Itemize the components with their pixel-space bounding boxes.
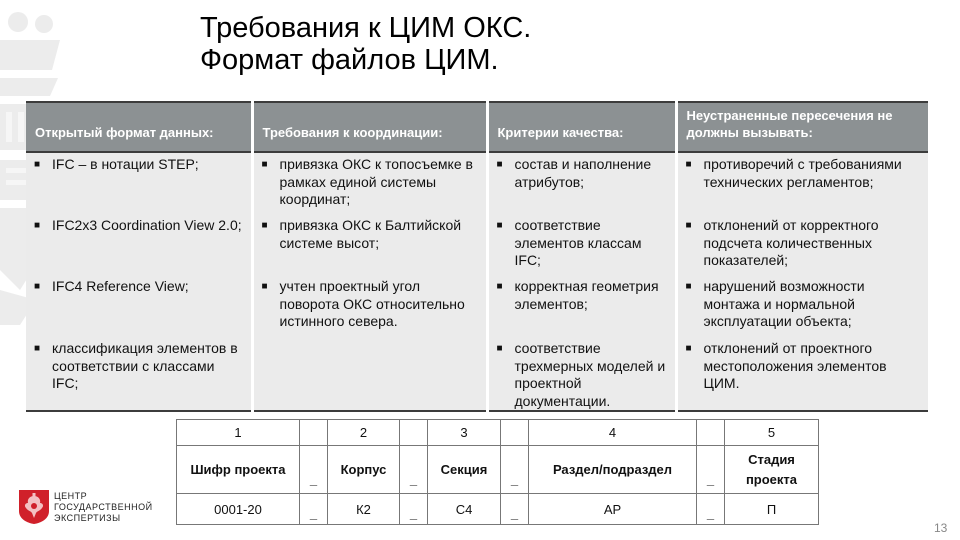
table-cell bbox=[26, 217, 252, 278]
cell-text: нарушений возможности монтажа и нормальной эксплуатации объекта; bbox=[703, 278, 865, 329]
bullet-icon: ■ bbox=[261, 220, 268, 231]
code-value-section: С4 bbox=[428, 494, 501, 525]
cell-text: IFC – в нотации STEP; bbox=[52, 156, 199, 172]
table-cell bbox=[26, 278, 252, 340]
separator-dash: _ bbox=[501, 494, 529, 525]
header-quality: Критерии качества: bbox=[487, 102, 676, 152]
cell-text: IFC2x3 Coordination View 2.0; bbox=[52, 217, 242, 233]
cell-text: соответствие элементов классам IFC; bbox=[514, 217, 642, 268]
separator-dash: _ bbox=[300, 494, 328, 525]
code-number: 1 bbox=[177, 420, 300, 446]
table-cell bbox=[26, 152, 252, 217]
header-coordination: Требования к координации: bbox=[252, 102, 487, 152]
table-cell bbox=[26, 340, 252, 411]
code-number: 2 bbox=[328, 420, 400, 446]
code-value-stage: П bbox=[725, 494, 819, 525]
bullet-icon: ■ bbox=[496, 281, 503, 292]
separator-dash: _ bbox=[501, 446, 529, 494]
code-number: 5 bbox=[725, 420, 819, 446]
table-cell bbox=[487, 152, 676, 217]
page-number: 13 bbox=[934, 521, 948, 535]
cell-text: противоречий с требованиями технических регламентов; bbox=[703, 156, 902, 190]
table-cell bbox=[487, 340, 676, 411]
bullet-icon: ■ bbox=[261, 281, 268, 292]
table-cell bbox=[252, 278, 487, 340]
table-cell bbox=[252, 152, 487, 217]
code-label-project: Шифр проекта bbox=[177, 446, 300, 494]
cell-text: состав и наполнение атрибутов; bbox=[514, 156, 652, 190]
table-row bbox=[26, 278, 928, 340]
bullet-icon: ■ bbox=[34, 159, 41, 170]
bullet-icon: ■ bbox=[496, 343, 503, 354]
separator-cell bbox=[697, 420, 725, 446]
cell-text: соответствие трехмерных моделей и проектной документации. bbox=[514, 340, 666, 409]
header-intersections: Неустраненные пересечения не должны вызывать: bbox=[676, 102, 928, 152]
cell-text: корректная геометрия элементов; bbox=[514, 278, 659, 312]
cell-text: привязка ОКС к Балтийской системе высот; bbox=[279, 217, 462, 251]
bullet-icon: ■ bbox=[34, 220, 41, 231]
table-row bbox=[26, 152, 928, 217]
org-name-line-1: ЦЕНТР bbox=[54, 491, 88, 501]
code-number: 3 bbox=[428, 420, 501, 446]
slide-title-line-2: Формат файлов ЦИМ. bbox=[200, 44, 499, 76]
code-number: 4 bbox=[529, 420, 697, 446]
bullet-icon: ■ bbox=[496, 159, 503, 170]
table-cell bbox=[252, 217, 487, 278]
header-open-format: Открытый формат данных: bbox=[26, 102, 252, 152]
separator-cell bbox=[501, 420, 529, 446]
bullet-icon: ■ bbox=[685, 281, 692, 292]
table-row bbox=[26, 217, 928, 278]
bullet-icon: ■ bbox=[261, 159, 268, 170]
code-value-project: 0001-20 bbox=[177, 494, 300, 525]
cell-text: классификация элементов в соответствии с классами IFC; bbox=[52, 340, 238, 391]
slide-title bbox=[200, 12, 531, 76]
table-cell bbox=[487, 278, 676, 340]
separator-dash: _ bbox=[697, 446, 725, 494]
code-label-row bbox=[177, 446, 819, 494]
separator-cell bbox=[400, 420, 428, 446]
code-value-row bbox=[177, 494, 819, 525]
table-cell bbox=[676, 152, 928, 217]
code-value-building: К2 bbox=[328, 494, 400, 525]
table-cell-empty bbox=[252, 340, 487, 411]
table-cell bbox=[487, 217, 676, 278]
separator-dash: _ bbox=[400, 494, 428, 525]
separator-dash: _ bbox=[300, 446, 328, 494]
cell-text: отклонений от проектного местоположения элементов ЦИМ. bbox=[703, 340, 887, 391]
org-name-line-3: ЭКСПЕРТИЗЫ bbox=[54, 513, 121, 523]
separator-cell bbox=[300, 420, 328, 446]
slide-title-line-1: Требования к ЦИМ ОКС. bbox=[200, 12, 532, 44]
separator-dash: _ bbox=[697, 494, 725, 525]
bullet-icon: ■ bbox=[685, 343, 692, 354]
file-code-table bbox=[176, 419, 819, 525]
code-number-row bbox=[177, 420, 819, 446]
table-row bbox=[26, 340, 928, 411]
cell-text: привязка ОКС к топосъемке в рамках единой системы координат; bbox=[279, 156, 473, 207]
requirements-table bbox=[26, 101, 928, 412]
bullet-icon: ■ bbox=[34, 343, 41, 354]
cell-text: IFC4 Reference View; bbox=[52, 278, 189, 294]
cell-text: отклонений от корректного подсчета количественных показателей; bbox=[703, 217, 879, 268]
org-name-line-2: ГОСУДАРСТВЕННОЙ bbox=[54, 502, 153, 512]
org-name bbox=[54, 491, 153, 524]
emblem-logo-icon bbox=[18, 489, 50, 525]
bullet-icon: ■ bbox=[496, 220, 503, 231]
code-label-building: Корпус bbox=[328, 446, 400, 494]
code-label-stage: Стадия проекта bbox=[725, 446, 819, 494]
bullet-icon: ■ bbox=[34, 281, 41, 292]
code-value-subsection: АР bbox=[529, 494, 697, 525]
cell-text: учтен проектный угол поворота ОКС относительно истинного севера. bbox=[279, 278, 465, 329]
table-cell bbox=[676, 217, 928, 278]
requirements-header-row bbox=[26, 102, 928, 152]
table-cell bbox=[676, 340, 928, 411]
code-label-section: Секция bbox=[428, 446, 501, 494]
bullet-icon: ■ bbox=[685, 159, 692, 170]
table-cell bbox=[676, 278, 928, 340]
bullet-icon: ■ bbox=[685, 220, 692, 231]
code-label-subsection: Раздел/подраздел bbox=[529, 446, 697, 494]
separator-dash: _ bbox=[400, 446, 428, 494]
